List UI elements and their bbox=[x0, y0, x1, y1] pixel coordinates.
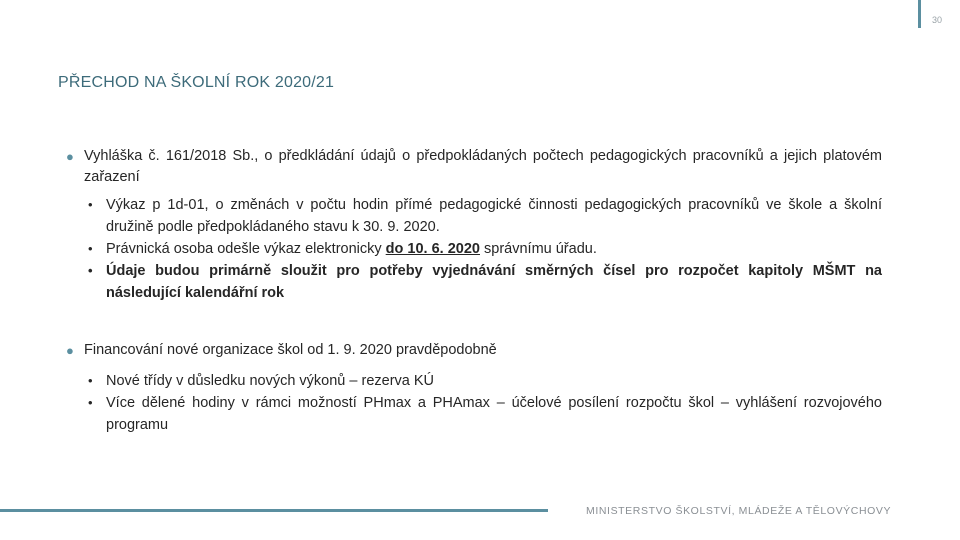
sub-bullet-text-suffix: správnímu úřadu. bbox=[479, 241, 597, 257]
bullet-text: Financování nové organizace škol od 1. 9. 2020 pravděpodobně bbox=[84, 342, 497, 358]
bullet-dot-icon: • bbox=[88, 373, 93, 388]
sub-list-financovani bbox=[66, 370, 882, 436]
page-number: 30 bbox=[932, 15, 943, 25]
bullet-dot-icon: ● bbox=[66, 343, 74, 358]
deadline-date: do 10. 6. 2020 bbox=[385, 241, 480, 257]
sub-list-vyhlaska bbox=[66, 194, 882, 304]
bullet-dot-icon: ● bbox=[66, 149, 74, 164]
bullet-vyhlaska bbox=[66, 146, 882, 188]
bullet-dot-icon: • bbox=[88, 241, 93, 256]
sub-bullet-text: Nové třídy v důsledku nových výkonů – rezerva KÚ bbox=[106, 373, 435, 389]
sub-bullet-text: Výkaz p 1d-01, o změnách v počtu hodin přímé pedagogické činnosti pedagogických pracovníků ve škole a školní družině podle předpokládaného stavu k 30. 9. 2020. bbox=[106, 197, 882, 235]
sub-bullet-text-prefix: Právnická osoba odešle výkaz elektronicky bbox=[106, 241, 386, 257]
sub-bullet-udaje bbox=[66, 260, 882, 304]
sub-bullet-text: Více dělené hodiny v rámci možností PHmax a PHAmax – účelové posílení rozpočtu škol – vyhlášení rozvojového programu bbox=[106, 395, 882, 433]
bullet-dot-icon: • bbox=[88, 263, 93, 278]
bullet-text: Vyhláška č. 161/2018 Sb., o předkládání údajů o předpokládaných počtech pedagogických pracovníků a jejich platovém zařazení bbox=[84, 148, 882, 185]
page-number-bar bbox=[918, 0, 921, 28]
bullet-financovani bbox=[66, 340, 882, 361]
sub-bullet-text: Údaje budou primárně sloužit pro potřeby vyjednávání směrných čísel pro rozpočet kapitoly MŠMT na následující kalendářní rok bbox=[106, 263, 882, 301]
sub-bullet-delene-hodiny bbox=[66, 392, 882, 436]
bullet-dot-icon: • bbox=[88, 395, 93, 410]
bullet-dot-icon: • bbox=[88, 197, 93, 212]
slide-content bbox=[66, 146, 882, 436]
sub-bullet-vykaz bbox=[66, 194, 882, 238]
footer-line bbox=[0, 509, 548, 512]
ministry-logo: MINISTERSTVO ŠKOLSTVÍ, MLÁDEŽE A TĚLOVÝCHOVY bbox=[586, 505, 892, 517]
slide-title: PŘECHOD NA ŠKOLNÍ ROK 2020/21 bbox=[58, 74, 335, 91]
sub-bullet-pravnicka-osoba bbox=[66, 238, 882, 260]
sub-bullet-nove-tridy bbox=[66, 370, 882, 392]
